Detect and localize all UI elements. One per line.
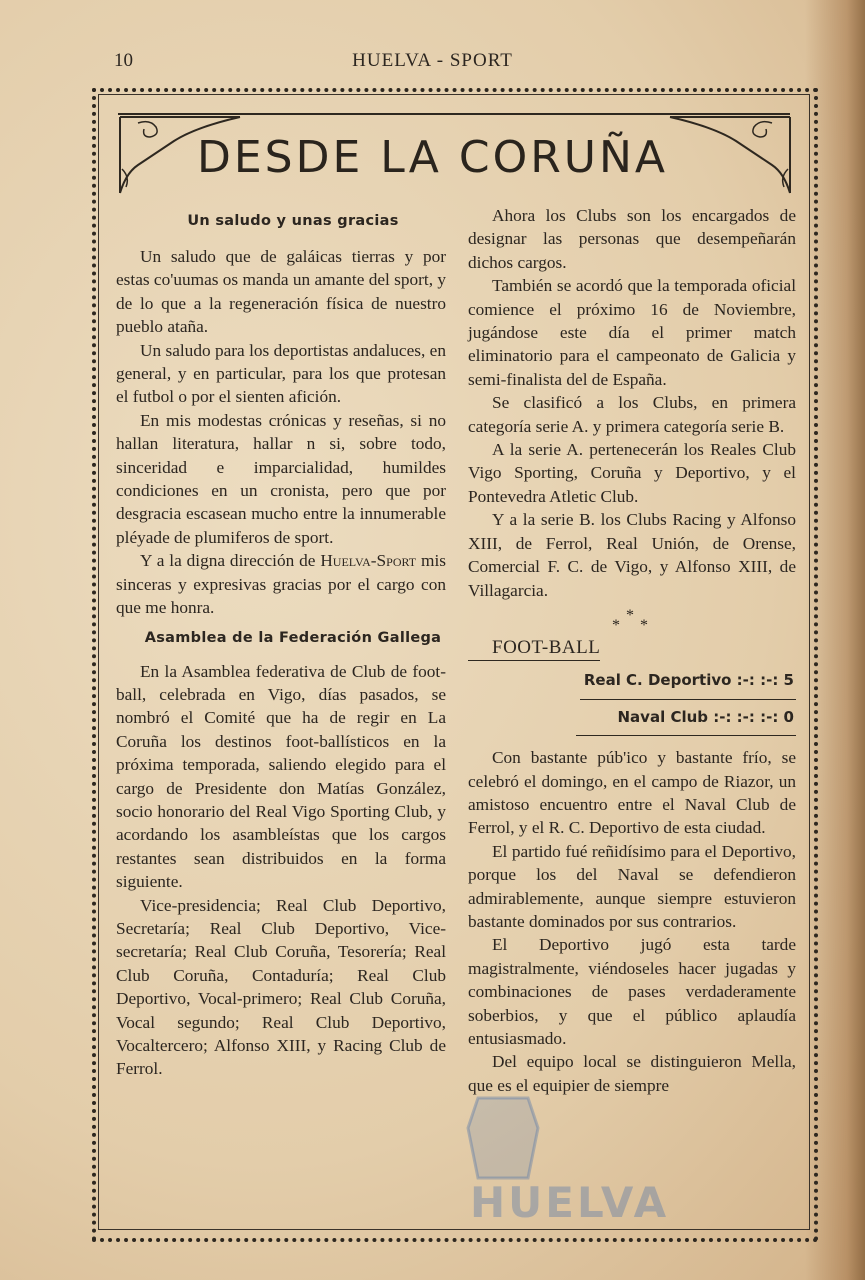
paragraph: Vice-presidencia; Real Club Deportivo, Secretaría; Real Club Deportivo, Vice-secretaría; Real Club Coruña, Tesorería; Real Club Coruña, Contaduría; Real Club Deportivo, Vocal-primero; Real Club Coruña, Vocal segundo; Real Club Deportivo, Vocaltercero; Alfonso XIII, y Racing Club de Ferrol.: [116, 895, 446, 1079]
score-line-away: Naval Club :-: :-: :-: 0: [617, 707, 794, 726]
paragraph: Ahora los Clubs son los encargados de designar las personas que desempeñarán dichos cargos.: [468, 206, 796, 272]
paragraph: También se acordó que la temporada oficial comience el próximo 16 de Noviembre, jugándose este día el primer match eliminatorio para el campeonato de Galicia y semi-finalista del de España.: [468, 276, 796, 389]
paragraph: Un saludo para los deportistas andaluces, en general, y en particular, para los que protesan el futbol o por el sienten afición.: [116, 340, 446, 407]
page-number: 10: [114, 50, 133, 71]
right-column: [468, 204, 796, 1097]
paragraph-text: Y a la digna dirección de: [140, 551, 316, 571]
paragraph: A la serie A. pertenecerán los Reales Club Vigo Sporting, Coruña y Deportivo, y el Pontevedra Atletic Club.: [468, 440, 796, 506]
score-rule: [580, 699, 796, 700]
subheading-greeting: Un saludo y unas gracias: [187, 213, 399, 229]
asterism: [468, 602, 796, 636]
paragraph: Con bastante púb'ico y bastante frío, se celebró el domingo, en el campo de Riazor, un amistoso encuentro entre el Naval Club de Ferrol, y el R. C. Deportivo de esta ciudad.: [468, 748, 796, 838]
section-heading: FOOT-BALL: [468, 636, 600, 661]
paragraph: En mis modestas crónicas y reseñas, si no hallan literatura, hallar n si, sobre todo, sinceridad e imparcialidad, humildes condiciones en un cronista, pero que por desgracia escasean mucho entre la innumerable pléyade de plumiferos de sport.: [116, 410, 446, 547]
asterisk: *: [612, 616, 620, 634]
article-title: DESDE LA CORUÑA: [196, 132, 669, 183]
subheading-assembly: Asamblea de la Federación Gallega: [144, 629, 442, 646]
paragraph: En la Asamblea federativa de Club de foot-ball, celebrada en Vigo, días pasados, se nombró el Comité que ha de regir en La Coruña los destinos foot-ballísticos en la próxima temporada, saliendo elegido para el cargo de Presidente don Matías González, socio honorario del Real Vigo Sporting Club, y acordando los asambleístas que los cargos restantes sean distribuidos en la forma siguiente.: [116, 661, 446, 892]
paragraph: Y a la serie B. los Clubs Racing y Alfonso XIII, de Ferrol, Real Unión, de Orense, Comercial F. C. de Vigo, y Alfonso XIII, de Villagarcia.: [468, 510, 796, 600]
left-column: [116, 209, 446, 1081]
score-rule: [576, 735, 796, 736]
asterisk: *: [626, 606, 634, 624]
paragraph: Se clasificó a los Clubs, en primera categoría serie A. y primera categoría serie B.: [468, 393, 796, 436]
asterisk: *: [640, 616, 648, 634]
magazine-name: Huelva-Sport: [320, 551, 417, 571]
running-title: HUELVA - SPORT: [352, 50, 513, 71]
paragraph: El partido fué reñidísimo para el Deportivo, porque los del Naval se defendieron admirablemente, aunque siempre estuvieron bastante dominados por sus contrarios.: [468, 841, 796, 931]
score-line-home: Real C. Deportivo :-: :-: 5: [583, 671, 794, 690]
paragraph: El Deportivo jugó esta tarde magistralmente, viéndoseles hacer jugadas y combinaciones de pases verdaderamente soberbios, y que el público aplaudía entusiasmado.: [468, 935, 796, 1048]
paragraph: Del equipo local se distinguieron Mella, que es el equipier de siempre: [468, 1052, 796, 1095]
paragraph: Un saludo que de galáicas tierras y por estas co'uumas os manda un amante del sport, y de lo que a la regeneración física de nuestro pueblo ataña.: [116, 247, 446, 337]
paragraph: [116, 549, 446, 619]
watermark-text: HUELVA: [470, 1178, 670, 1227]
paragraph-text: mis sinceras y expresivas gracias por el cargo con que me honra.: [116, 551, 446, 618]
